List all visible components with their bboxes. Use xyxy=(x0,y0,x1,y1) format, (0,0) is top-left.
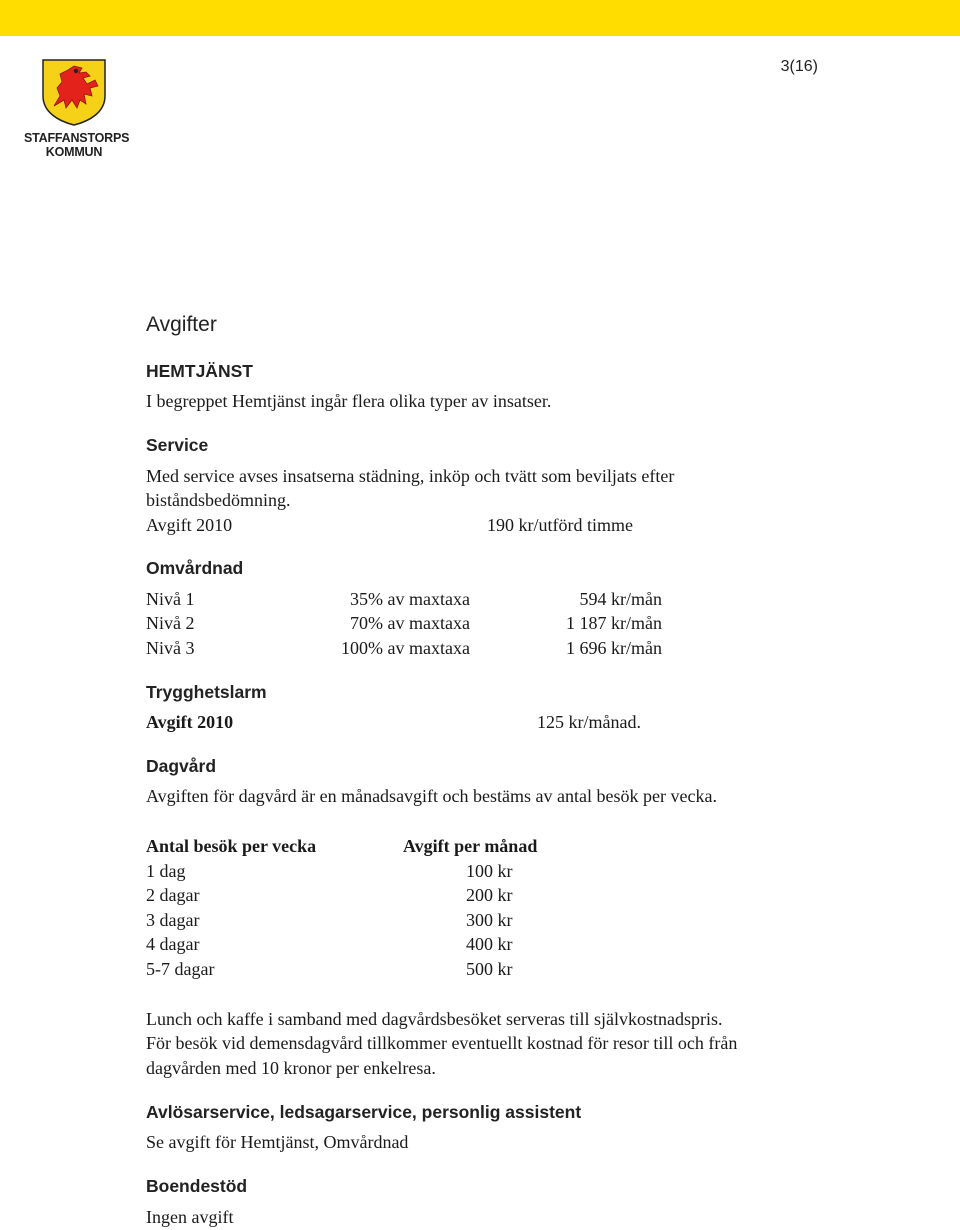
page-title: Avgifter xyxy=(146,313,217,336)
section-heading-dagvard: Dagvård xyxy=(146,756,217,776)
avlosarservice-text: Se avgift för Hemtjänst, Omvårdnad xyxy=(146,1132,409,1152)
dagvard-table-visits-cell: 4 dagar xyxy=(146,934,200,954)
boendestod-text: Ingen avgift xyxy=(146,1207,234,1227)
municipality-logo xyxy=(24,58,130,159)
section-heading-omvardnad: Omvårdnad xyxy=(146,558,244,578)
omvardnad-level-label: Nivå 2 xyxy=(146,613,195,633)
dagvard-table-fee-cell: 400 kr xyxy=(466,934,513,954)
dagvard-table-visits-cell: 2 dagar xyxy=(146,885,200,905)
omvardnad-level-label: Nivå 3 xyxy=(146,638,195,658)
dagvard-table-fee-cell: 200 kr xyxy=(466,885,513,905)
section-heading-hemtjanst: HEMTJÄNST xyxy=(146,361,253,381)
omvardnad-amount: 594 kr/mån xyxy=(579,589,662,609)
omvardnad-amount: 1 187 kr/mån xyxy=(566,613,662,633)
logo-text-line1: STAFFANSTORPS xyxy=(24,131,130,145)
dagvard-table-visits-cell: 1 dag xyxy=(146,861,186,881)
logo-text-line2: KOMMUN xyxy=(45,145,103,159)
dagvard-table-visits-cell: 5-7 dagar xyxy=(146,959,215,979)
coat-of-arms-icon xyxy=(24,58,124,126)
dagvard-table-header-visits: Antal besök per vecka xyxy=(146,836,317,856)
section-heading-avlosarservice: Avlösarservice, ledsagarservice, personlig assistent xyxy=(146,1102,582,1122)
dagvard-intro: Avgiften för dagvård är en månadsavgift och bestäms av antal besök per vecka. xyxy=(146,786,717,806)
service-fee-label: Avgift 2010 xyxy=(146,515,233,535)
page-number: 3(16) xyxy=(780,58,818,75)
omvardnad-percent: 100% av maxtaxa xyxy=(341,638,470,658)
trygghetslarm-fee-label: Avgift 2010 xyxy=(146,712,234,732)
omvardnad-level-label: Nivå 1 xyxy=(146,589,195,609)
omvardnad-percent: 70% av maxtaxa xyxy=(350,613,470,633)
dagvard-table-visits-cell: 3 dagar xyxy=(146,910,200,930)
dagvard-table-fee-cell: 100 kr xyxy=(466,861,513,881)
omvardnad-amount: 1 696 kr/mån xyxy=(566,638,662,658)
service-text-line2: biståndsbedömning. xyxy=(146,490,291,510)
dagvard-note-line1: Lunch och kaffe i samband med dagvårdsbesöket serveras till självkostnadspris. xyxy=(146,1009,723,1029)
section-heading-trygghetslarm: Trygghetslarm xyxy=(146,682,267,702)
omvardnad-percent: 35% av maxtaxa xyxy=(350,589,470,609)
hemtjanst-intro: I begreppet Hemtjänst ingår flera olika typer av insatser. xyxy=(146,391,552,411)
dagvard-table-header-fee: Avgift per månad xyxy=(403,836,538,856)
section-heading-service: Service xyxy=(146,435,209,455)
dagvard-table-fee-cell: 300 kr xyxy=(466,910,513,930)
dagvard-note-line2: För besök vid demensdagvård tillkommer eventuellt kostnad för resor till och från xyxy=(146,1033,738,1053)
dagvard-table-fee-cell: 500 kr xyxy=(466,959,513,979)
service-fee-value: 190 kr/utförd timme xyxy=(487,515,633,535)
service-text-line1: Med service avses insatserna städning, inköp och tvätt som beviljats efter xyxy=(146,466,675,486)
section-heading-boendestod: Boendestöd xyxy=(146,1176,248,1196)
top-accent-bar xyxy=(0,0,960,36)
trygghetslarm-fee-value: 125 kr/månad. xyxy=(537,712,641,732)
dagvard-note-line3: dagvården med 10 kronor per enkelresa. xyxy=(146,1058,436,1078)
